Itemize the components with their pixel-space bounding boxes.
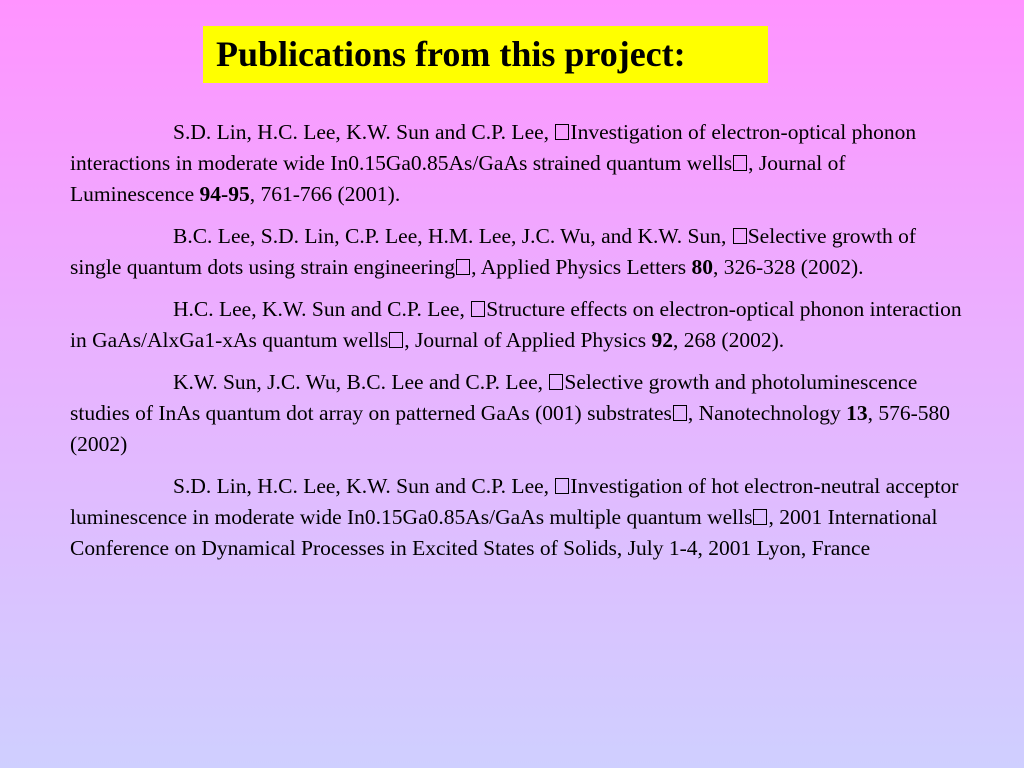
page-title <box>203 26 768 83</box>
missing-glyph-icon <box>471 301 485 317</box>
publication-venue: , Nanotechnology <box>687 401 847 425</box>
missing-glyph-icon <box>673 405 687 421</box>
publication-authors: S.D. Lin, H.C. Lee, K.W. Sun and C.P. Lee, <box>173 474 550 498</box>
publication-item <box>70 367 970 460</box>
publication-volume: 94-95 <box>199 182 250 206</box>
publication-item <box>70 471 970 564</box>
publication-venue: , Applied Physics Letters <box>471 255 692 279</box>
missing-glyph-icon <box>549 374 563 390</box>
missing-glyph-icon <box>555 478 569 494</box>
publication-venue: , Journal of Applied Physics <box>404 328 652 352</box>
publication-venue: , Journal of Luminescence <box>70 151 846 206</box>
publication-conference: , 2001 International Conference on Dynamical Processes in Excited States of Solids, July 1-4, 2001 Lyon, France <box>70 505 938 560</box>
missing-glyph-icon <box>733 155 747 171</box>
publication-item <box>70 294 970 356</box>
publication-authors: K.W. Sun, J.C. Wu, B.C. Lee and C.P. Lee, <box>173 370 544 394</box>
missing-glyph-icon <box>456 259 470 275</box>
missing-glyph-icon <box>555 124 569 140</box>
publication-title: Selective growth of single quantum dots using strain engineering <box>70 224 917 279</box>
publication-volume: 13 <box>846 401 868 425</box>
missing-glyph-icon <box>753 509 767 525</box>
publication-authors: H.C. Lee, K.W. Sun and C.P. Lee, <box>173 297 465 321</box>
publication-list <box>70 117 970 575</box>
publication-pages: , 326-328 (2002). <box>713 255 864 279</box>
publication-authors: S.D. Lin, H.C. Lee, K.W. Sun and C.P. Lee, <box>173 120 550 144</box>
publication-item <box>70 221 970 283</box>
publication-title: Selective growth and photoluminescence studies of InAs quantum dot array on patterned GaAs (001) substrates <box>70 370 918 425</box>
page-title-text: Publications from this project: <box>216 34 686 74</box>
publication-volume: 80 <box>691 255 714 279</box>
publication-title: Investigation of hot electron-neutral acceptor luminescence in moderate wide In0.15Ga0.85As/GaAs multiple quantum wells <box>70 474 959 529</box>
publication-volume: 92 <box>651 328 674 352</box>
publication-pages: , 268 (2002). <box>673 328 785 352</box>
missing-glyph-icon <box>389 332 403 348</box>
publication-authors: B.C. Lee, S.D. Lin, C.P. Lee, H.M. Lee, J.C. Wu, and K.W. Sun, <box>173 224 727 248</box>
publication-title: Structure effects on electron-optical phonon interaction in GaAs/AlxGa1-xAs quantum wells <box>70 297 962 352</box>
publication-title: Investigation of electron-optical phonon interactions in moderate wide In0.15Ga0.85As/GaAs strained quantum wells <box>70 120 917 175</box>
publication-item <box>70 117 970 210</box>
publication-pages: , 576-580 (2002) <box>70 401 951 456</box>
publication-pages: , 761-766 (2001). <box>249 182 401 206</box>
missing-glyph-icon <box>733 228 747 244</box>
